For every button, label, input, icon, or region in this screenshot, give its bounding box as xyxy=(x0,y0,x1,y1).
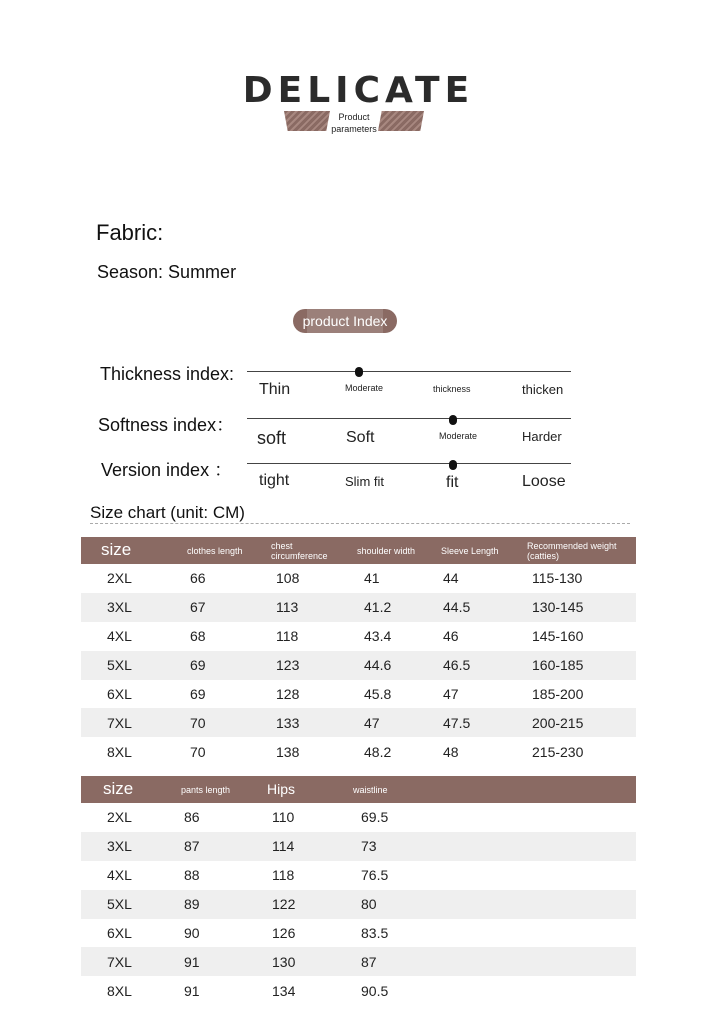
table-cell: 80 xyxy=(347,890,636,919)
table-cell: 69.5 xyxy=(361,809,389,826)
ribbon-stripe-right xyxy=(378,111,424,131)
softness-option-4: Harder xyxy=(522,429,562,444)
table-cell: 118 xyxy=(272,867,295,884)
version-option-3: fit xyxy=(446,474,459,491)
header-size-2-label: size xyxy=(103,778,134,798)
table-cell: 185-200 xyxy=(532,686,584,702)
table-cell: 48 xyxy=(443,743,459,760)
table-cell: 69 xyxy=(181,651,265,680)
table-cell: 83.5 xyxy=(361,925,389,941)
table-cell: 7XL xyxy=(81,947,175,976)
table-cell: 68 xyxy=(190,628,206,645)
table-cell: 43.4 xyxy=(364,628,392,645)
fabric-label: Fabric: xyxy=(96,220,164,245)
header-size xyxy=(81,537,181,564)
ribbon-stripe-left xyxy=(284,111,330,131)
table-cell: 114 xyxy=(261,832,347,861)
table-cell: 8XL xyxy=(107,982,132,999)
table-cell: 3XL xyxy=(81,832,175,861)
table-cell: 2XL xyxy=(107,570,132,587)
table-cell: 47.5 xyxy=(435,708,521,737)
table-row xyxy=(81,593,636,622)
table-cell: 76.5 xyxy=(361,867,389,884)
header-pants-length-label: pants length xyxy=(181,784,231,795)
header-clothes-length-label: clothes length xyxy=(187,545,243,556)
table-cell: 46 xyxy=(443,628,459,645)
table-cell: 89 xyxy=(175,890,261,919)
header-hips xyxy=(261,776,347,803)
size-chart-divider xyxy=(90,523,630,524)
table-cell: 48.2 xyxy=(364,743,392,760)
table-cell: 45.8 xyxy=(364,686,392,702)
softness-index-label: Softness index： xyxy=(98,415,235,435)
softness-option-1: soft xyxy=(257,428,287,448)
table-cell: 44.6 xyxy=(351,651,435,680)
table-cell: 5XL xyxy=(81,651,181,680)
table-row xyxy=(81,976,636,1005)
subtitle-line-1: Product xyxy=(338,112,370,122)
header-clothes-length xyxy=(181,537,265,564)
top-table-header-row xyxy=(81,537,636,564)
table-cell: 133 xyxy=(265,708,351,737)
table-row xyxy=(81,564,636,593)
table-cell: 6XL xyxy=(107,686,132,702)
table-cell: 200-215 xyxy=(521,708,636,737)
product-index-badge: product Index xyxy=(293,309,397,333)
table-row xyxy=(81,947,636,976)
table-cell: 90.5 xyxy=(361,982,389,999)
header-waistline xyxy=(347,776,636,803)
header-pants-length xyxy=(175,776,261,803)
header-waistline-label: waistline xyxy=(353,784,388,795)
softness-option-2: Soft xyxy=(346,429,375,446)
header-chest-label: chest circumference xyxy=(271,540,328,561)
table-cell: 123 xyxy=(265,651,351,680)
table-cell: 91 xyxy=(184,982,200,999)
header-weight-label: Recommended weight (catties) xyxy=(527,540,617,561)
table-cell: 87 xyxy=(175,832,261,861)
table-cell: 108 xyxy=(276,570,300,587)
header-weight xyxy=(521,537,636,564)
table-row xyxy=(81,737,636,766)
table-cell: 2XL xyxy=(107,809,132,826)
table-row xyxy=(81,680,636,709)
table-cell: 88 xyxy=(184,867,200,884)
table-cell: 118 xyxy=(276,628,299,645)
table-row xyxy=(81,919,636,948)
table-cell: 130 xyxy=(261,947,347,976)
table-cell: 3XL xyxy=(81,593,181,622)
table-cell: 91 xyxy=(175,947,261,976)
table-cell: 73 xyxy=(347,832,636,861)
thickness-option-3: thickness xyxy=(433,384,471,394)
softness-scale xyxy=(247,418,571,419)
brand-title: DELICATE xyxy=(242,70,475,111)
table-cell: 130-145 xyxy=(521,593,636,622)
table-row xyxy=(81,890,636,919)
version-option-4: Loose xyxy=(522,473,566,490)
table-cell: 70 xyxy=(181,708,265,737)
softness-marker xyxy=(449,415,457,425)
table-row xyxy=(81,622,636,651)
bottom-table-header-row xyxy=(81,776,636,803)
table-cell: 122 xyxy=(261,890,347,919)
table-cell: 4XL xyxy=(107,867,132,884)
version-scale xyxy=(247,463,571,464)
table-row xyxy=(81,832,636,861)
version-option-1: tight xyxy=(259,472,290,489)
season-label: Season: Summer xyxy=(97,262,237,282)
table-row xyxy=(81,708,636,737)
thickness-option-2: Moderate xyxy=(345,383,384,393)
version-marker xyxy=(449,460,457,470)
table-row xyxy=(81,861,636,890)
header-sleeve-label: Sleeve Length xyxy=(441,545,499,556)
table-cell: 128 xyxy=(276,686,300,702)
header-shoulder xyxy=(351,537,435,564)
brand-ribbon xyxy=(284,111,424,133)
header-hips-label: Hips xyxy=(267,780,296,797)
table-cell: 69 xyxy=(190,686,206,702)
header-sleeve xyxy=(435,537,521,564)
table-cell: 47 xyxy=(351,708,435,737)
table-cell: 134 xyxy=(272,982,296,999)
table-cell: 5XL xyxy=(81,890,175,919)
softness-option-3: Moderate xyxy=(439,431,478,441)
table-row xyxy=(81,651,636,680)
table-row xyxy=(81,803,636,832)
header-size-label: size xyxy=(101,539,132,559)
header-shoulder-label: shoulder width xyxy=(357,545,416,556)
table-cell: 86 xyxy=(184,809,200,826)
table-cell: 4XL xyxy=(107,628,132,645)
table-cell: 44.5 xyxy=(435,593,521,622)
table-cell: 8XL xyxy=(107,743,132,760)
table-cell: 215-230 xyxy=(532,743,584,760)
table-cell: 90 xyxy=(184,925,200,941)
table-cell: 46.5 xyxy=(435,651,521,680)
table-cell: 126 xyxy=(272,925,296,941)
table-cell: 7XL xyxy=(81,708,181,737)
table-cell: 41 xyxy=(364,570,380,587)
table-cell: 160-185 xyxy=(521,651,636,680)
table-cell: 110 xyxy=(272,809,295,826)
table-cell: 113 xyxy=(265,593,351,622)
bottom-size-table xyxy=(81,776,636,1005)
table-cell: 66 xyxy=(190,570,206,587)
thickness-scale xyxy=(247,371,571,372)
table-cell: 67 xyxy=(181,593,265,622)
thickness-option-1: Thin xyxy=(259,381,291,398)
version-option-2: Slim fit xyxy=(345,474,384,489)
subtitle-line-2: parameters xyxy=(331,124,377,134)
thickness-option-4: thicken xyxy=(522,382,564,397)
table-cell: 41.2 xyxy=(351,593,435,622)
header-chest xyxy=(265,537,351,564)
table-cell: 6XL xyxy=(107,925,132,941)
table-cell: 70 xyxy=(190,743,206,760)
ribbon-subtitle xyxy=(330,111,378,135)
header-size-2 xyxy=(81,776,175,803)
thickness-index-label: Thickness index: xyxy=(100,364,235,384)
table-cell: 138 xyxy=(276,743,300,760)
version-index-label: Version index ： xyxy=(101,460,233,480)
table-cell: 47 xyxy=(443,686,459,702)
thickness-marker xyxy=(355,367,363,377)
size-chart-title: Size chart (unit: CM) xyxy=(90,503,245,522)
top-size-table xyxy=(81,537,636,766)
table-cell: 87 xyxy=(347,947,636,976)
table-cell: 44 xyxy=(443,570,459,587)
table-cell: 115-130 xyxy=(532,570,583,587)
table-cell: 145-160 xyxy=(532,628,584,645)
